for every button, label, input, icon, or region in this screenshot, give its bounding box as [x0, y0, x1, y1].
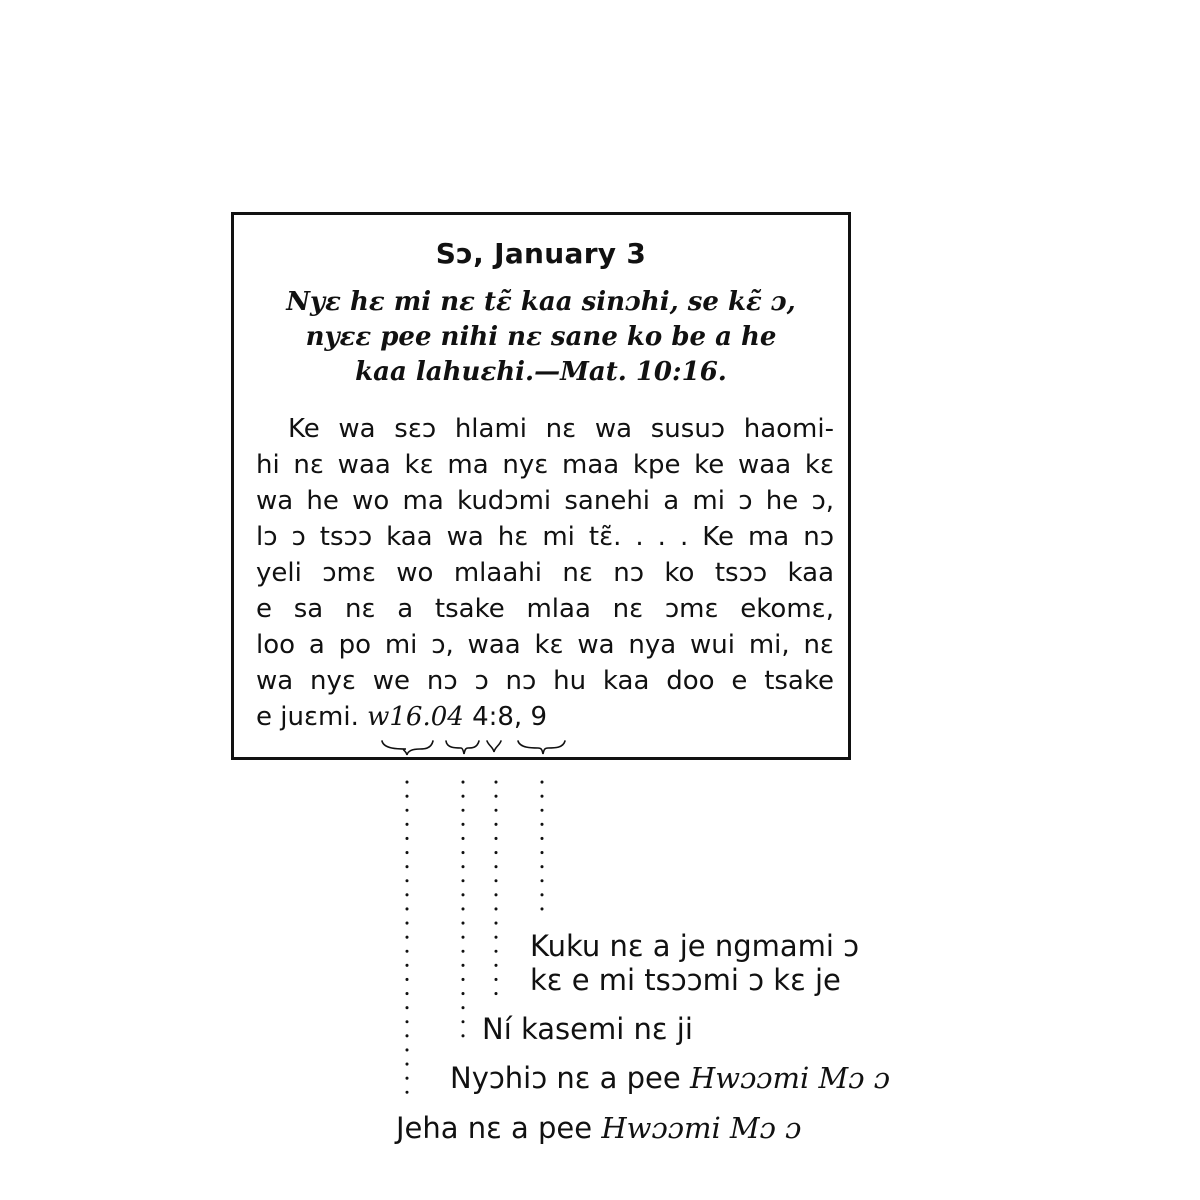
- body-line: e sa nɛ a tsake mlaa nɛ ɔmɛ ekomɛ,: [256, 594, 834, 624]
- date-heading: Sɔ, January 3: [435, 237, 647, 270]
- issue-brace: [446, 741, 479, 754]
- citation-page: 4: [472, 702, 489, 732]
- paragraphs-label: [530, 929, 859, 997]
- verse-line: nyɛɛ pee nihi nɛ sane ko be a he: [305, 322, 777, 352]
- citation-colon: :: [488, 702, 498, 732]
- body-line: yeli ɔmɛ wo mlaahi nɛ nɔ ko tsɔɔ kaa: [256, 558, 834, 588]
- paragraphs-label-line2: kɛ e mi tsɔɔmi ɔ kɛ je: [530, 963, 841, 997]
- body-line: wa nyɛ we nɔ ɔ nɔ hu kaa doo e tsake: [256, 666, 834, 696]
- year-label: [396, 1111, 801, 1145]
- year-label-magazine: Hwɔɔmi Mɔ ɔ: [601, 1111, 802, 1145]
- paragraphs-label-line1: Kuku nɛ a je ngmami ɔ: [530, 929, 860, 963]
- verse-line: kaa lahuɛhi.—Mat. 10:16.: [355, 357, 727, 387]
- year-label-text: Jeha nɛ a pee: [396, 1111, 602, 1145]
- citation-separator: .: [422, 702, 431, 732]
- issue-label-text: Nyɔhiɔ nɛ a pee: [450, 1061, 690, 1095]
- body-line: loo a po mi ɔ, waa kɛ wa nya wui mi, nɛ: [256, 630, 834, 660]
- year-brace: [382, 741, 433, 755]
- body-line: lɔ ɔ tsɔɔ kaa wa hɛ mi tɛ̃. . . . Ke ma nɔ: [256, 522, 834, 552]
- verse-line: Nyɛ hɛ mi nɛ tɛ̃ kaa sinɔhi, se kɛ̃ ɔ,: [286, 287, 796, 317]
- citation-issue: 04: [430, 702, 464, 732]
- body-line: hi nɛ waa kɛ ma nyɛ maa kpe ke waa kɛ: [256, 450, 834, 480]
- citation-paragraphs: 8, 9: [497, 702, 548, 732]
- page-brace: [487, 741, 501, 752]
- page-label: Ní kasemi nɛ ji: [482, 1012, 693, 1046]
- body-line: wa he wo ma kudɔmi sanehi a mi ɔ he ɔ,: [256, 486, 834, 516]
- issue-label: [450, 1061, 890, 1095]
- paragraphs-brace: [518, 741, 565, 754]
- body-last-text: e juɛmi.: [256, 702, 359, 732]
- citation-year: w16: [367, 702, 423, 732]
- issue-label-magazine: Hwɔɔmi Mɔ ɔ: [689, 1061, 890, 1095]
- body-line: Ke wa sɛɔ hlami nɛ wa susuɔ haomi-: [288, 414, 834, 444]
